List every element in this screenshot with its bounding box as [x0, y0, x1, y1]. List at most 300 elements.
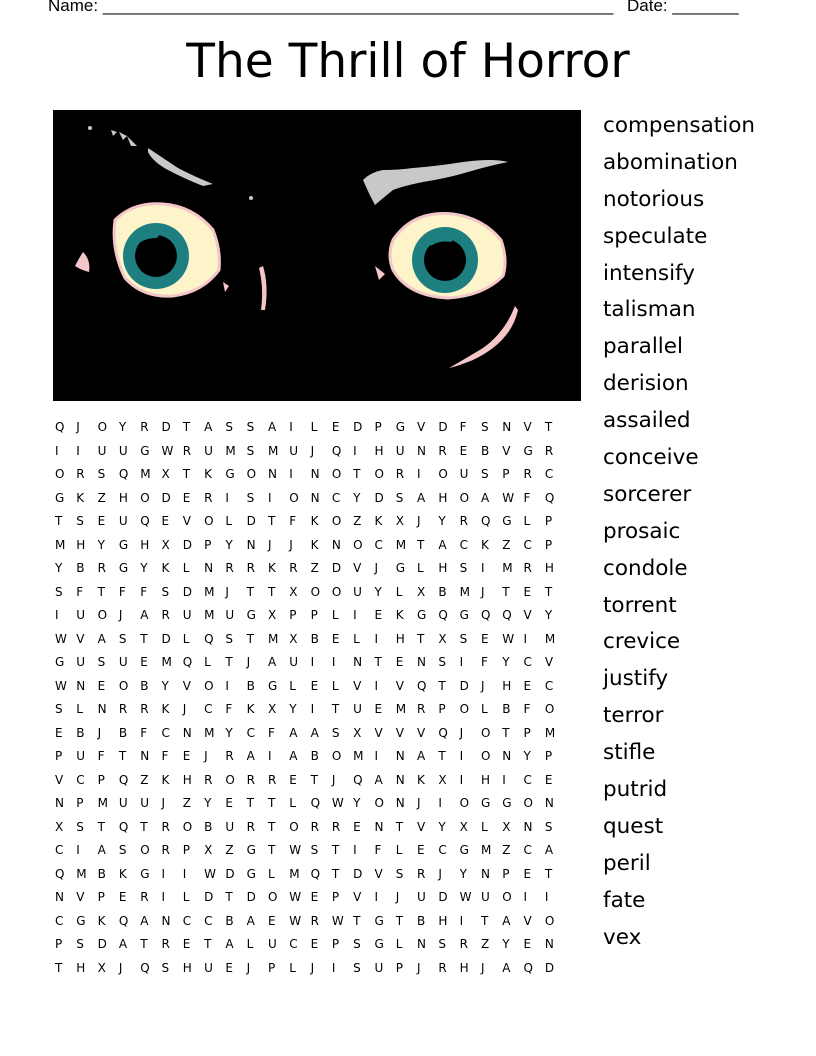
grid-letter[interactable]: T — [246, 584, 255, 599]
grid-letter[interactable]: U — [289, 655, 299, 669]
grid-letter[interactable]: Y — [502, 937, 510, 951]
grid-letter[interactable]: W — [289, 890, 302, 904]
grid-letter[interactable]: Q — [118, 772, 129, 787]
grid-letter[interactable]: M — [289, 866, 300, 881]
grid-letter[interactable]: S — [438, 655, 446, 669]
grid-letter[interactable]: J — [118, 608, 123, 622]
grid-letter[interactable]: S — [310, 843, 319, 857]
grid-letter[interactable]: K — [310, 537, 319, 552]
grid-letter[interactable]: T — [438, 749, 446, 763]
grid-letter[interactable]: Q — [544, 490, 555, 505]
grid-letter[interactable]: B — [502, 702, 511, 716]
grid-letter[interactable]: C — [55, 843, 64, 857]
grid-letter[interactable]: K — [204, 467, 212, 481]
grid-letter[interactable]: K — [161, 561, 170, 575]
grid-letter[interactable]: N — [502, 420, 512, 434]
grid-letter[interactable]: N — [76, 678, 86, 693]
grid-letter[interactable]: A — [289, 749, 298, 763]
grid-letter[interactable]: Q — [438, 608, 448, 622]
grid-letter[interactable]: B — [225, 913, 234, 928]
grid-letter[interactable]: Y — [523, 749, 531, 763]
grid-letter[interactable]: S — [395, 866, 404, 881]
grid-letter[interactable]: U — [118, 655, 128, 669]
grid-letter[interactable]: G — [374, 937, 384, 951]
grid-letter[interactable]: O — [353, 537, 363, 552]
grid-letter[interactable]: I — [55, 443, 59, 458]
grid-letter[interactable]: S — [353, 937, 361, 951]
grid-letter[interactable]: L — [395, 937, 403, 951]
grid-letter[interactable]: Y — [374, 584, 382, 599]
grid-letter[interactable]: N — [310, 490, 320, 505]
grid-letter[interactable]: H — [182, 772, 192, 787]
grid-letter[interactable]: L — [353, 631, 360, 646]
grid-letter[interactable]: I — [161, 866, 166, 881]
grid-letter[interactable]: S — [459, 631, 468, 646]
grid-letter[interactable]: A — [480, 490, 490, 505]
grid-letter[interactable]: M — [395, 537, 407, 552]
grid-letter[interactable]: C — [544, 678, 554, 693]
grid-letter[interactable]: Q — [182, 655, 193, 669]
grid-letter[interactable]: M — [97, 796, 108, 810]
grid-letter[interactable]: L — [310, 420, 318, 434]
grid-letter[interactable]: H — [459, 960, 469, 975]
grid-letter[interactable]: N — [97, 702, 107, 716]
grid-letter[interactable]: L — [523, 514, 531, 528]
grid-letter[interactable]: O — [55, 467, 65, 481]
grid-letter[interactable]: S — [246, 443, 255, 458]
grid-letter[interactable]: G — [118, 537, 129, 552]
grid-letter[interactable]: O — [331, 467, 342, 481]
grid-letter[interactable]: H — [438, 490, 448, 505]
grid-letter[interactable]: S — [55, 584, 63, 599]
grid-letter[interactable]: I — [267, 490, 272, 505]
grid-letter[interactable]: U — [118, 796, 128, 810]
grid-letter[interactable]: T — [438, 678, 446, 693]
grid-letter[interactable]: U — [459, 467, 469, 481]
grid-letter[interactable]: F — [374, 843, 382, 857]
grid-letter[interactable]: P — [55, 749, 63, 763]
grid-letter[interactable]: F — [480, 655, 488, 669]
grid-letter[interactable]: D — [182, 584, 193, 599]
grid-letter[interactable]: O — [97, 608, 108, 622]
grid-letter[interactable]: Y — [204, 796, 212, 810]
grid-letter[interactable]: E — [353, 819, 361, 834]
grid-letter[interactable]: L — [480, 702, 488, 716]
grid-letter[interactable]: H — [374, 443, 384, 458]
grid-letter[interactable]: L — [246, 937, 254, 951]
grid-letter[interactable]: Y — [97, 537, 105, 552]
grid-letter[interactable]: N — [502, 749, 512, 763]
grid-letter[interactable]: N — [544, 796, 554, 810]
grid-letter[interactable]: Q — [523, 960, 533, 975]
grid-letter[interactable]: A — [267, 420, 277, 434]
grid-letter[interactable]: S — [97, 655, 106, 669]
grid-letter[interactable]: P — [544, 514, 553, 528]
grid-letter[interactable]: D — [331, 561, 342, 575]
grid-letter[interactable]: V — [523, 608, 532, 622]
grid-letter[interactable]: L — [76, 702, 83, 716]
grid-letter[interactable]: J — [118, 960, 123, 975]
grid-letter[interactable]: B — [246, 678, 255, 693]
grid-letter[interactable]: T — [55, 960, 63, 975]
grid-letter[interactable]: S — [544, 819, 553, 834]
grid-letter[interactable]: Y — [55, 561, 63, 575]
grid-letter[interactable]: N — [544, 937, 554, 951]
grid-letter[interactable]: D — [353, 420, 363, 434]
grid-letter[interactable]: M — [76, 866, 87, 881]
grid-letter[interactable]: P — [544, 537, 553, 552]
grid-letter[interactable]: P — [438, 702, 446, 716]
grid-letter[interactable]: B — [310, 631, 319, 646]
grid-letter[interactable]: O — [140, 490, 150, 505]
grid-letter[interactable]: S — [161, 584, 170, 599]
grid-letter[interactable]: F — [289, 514, 297, 528]
grid-letter[interactable]: V — [182, 514, 191, 528]
grid-letter[interactable]: Y — [438, 514, 446, 528]
grid-letter[interactable]: Z — [140, 772, 149, 787]
grid-letter[interactable]: I — [182, 866, 187, 881]
grid-letter[interactable]: D — [182, 537, 193, 552]
grid-letter[interactable]: O — [523, 796, 533, 810]
grid-letter[interactable]: J — [395, 890, 400, 904]
grid-letter[interactable]: O — [97, 420, 108, 434]
grid-letter[interactable]: W — [204, 866, 216, 881]
grid-letter[interactable]: R — [417, 866, 426, 881]
grid-letter[interactable]: Y — [161, 678, 169, 693]
grid-letter[interactable]: J — [310, 443, 315, 458]
grid-letter[interactable]: X — [204, 843, 213, 857]
grid-letter[interactable]: D — [544, 960, 555, 975]
grid-letter[interactable]: W — [289, 843, 302, 857]
grid-letter[interactable]: T — [267, 819, 276, 834]
grid-letter[interactable]: C — [544, 467, 554, 481]
grid-letter[interactable]: C — [204, 702, 213, 716]
grid-letter[interactable]: F — [140, 584, 148, 599]
grid-letter[interactable]: E — [97, 514, 106, 528]
grid-letter[interactable]: J — [267, 537, 272, 552]
grid-letter[interactable]: I — [289, 467, 293, 481]
grid-letter[interactable]: G — [417, 608, 427, 622]
grid-letter[interactable]: N — [310, 467, 320, 481]
grid-letter[interactable]: J — [480, 960, 485, 975]
grid-letter[interactable]: K — [76, 490, 85, 505]
grid-letter[interactable]: Y — [140, 561, 148, 575]
grid-letter[interactable]: J — [480, 584, 485, 599]
grid-letter[interactable]: C — [523, 843, 532, 857]
grid-letter[interactable]: X — [55, 819, 64, 834]
grid-letter[interactable]: M — [55, 537, 66, 552]
grid-letter[interactable]: S — [438, 937, 446, 951]
grid-letter[interactable]: M — [544, 725, 556, 740]
grid-letter[interactable]: I — [225, 490, 229, 505]
grid-letter[interactable]: N — [331, 537, 341, 552]
grid-letter[interactable]: S — [353, 960, 361, 975]
grid-letter[interactable]: U — [353, 584, 362, 599]
grid-letter[interactable]: M — [225, 443, 236, 458]
grid-letter[interactable]: J — [97, 725, 102, 740]
grid-letter[interactable]: G — [267, 678, 278, 693]
grid-letter[interactable]: M — [204, 725, 215, 740]
grid-letter[interactable]: R — [225, 749, 234, 763]
grid-letter[interactable]: P — [97, 890, 105, 904]
grid-letter[interactable]: E — [523, 678, 532, 693]
grid-letter[interactable]: L — [395, 584, 403, 599]
grid-letter[interactable]: D — [353, 866, 363, 881]
grid-letter[interactable]: G — [118, 561, 129, 575]
grid-letter[interactable]: D — [246, 514, 256, 528]
grid-letter[interactable]: E — [544, 772, 553, 787]
grid-letter[interactable]: I — [502, 772, 506, 787]
grid-letter[interactable]: E — [225, 796, 233, 810]
grid-letter[interactable]: Z — [502, 843, 511, 857]
grid-letter[interactable]: A — [204, 420, 213, 434]
grid-letter[interactable]: B — [97, 866, 106, 881]
grid-letter[interactable]: L — [417, 561, 424, 575]
grid-letter[interactable]: T — [395, 819, 404, 834]
grid-letter[interactable]: A — [417, 490, 426, 505]
grid-letter[interactable]: R — [289, 561, 298, 575]
grid-letter[interactable]: D — [161, 490, 171, 505]
grid-letter[interactable]: E — [374, 608, 383, 622]
grid-letter[interactable]: V — [353, 890, 362, 904]
grid-letter[interactable]: X — [353, 725, 362, 740]
grid-letter[interactable]: E — [310, 890, 319, 904]
grid-letter[interactable]: Q — [204, 631, 214, 646]
grid-letter[interactable]: Q — [310, 866, 321, 881]
grid-letter[interactable]: N — [182, 725, 192, 740]
grid-letter[interactable]: J — [310, 960, 315, 975]
grid-letter[interactable]: P — [331, 937, 340, 951]
grid-letter[interactable]: H — [182, 960, 192, 975]
grid-letter[interactable]: W — [331, 796, 344, 810]
grid-letter[interactable]: N — [417, 655, 427, 669]
grid-letter[interactable]: U — [267, 937, 277, 951]
grid-letter[interactable]: K — [395, 608, 404, 622]
grid-letter[interactable]: M — [267, 631, 279, 646]
grid-letter[interactable]: S — [118, 631, 127, 646]
grid-letter[interactable]: X — [97, 960, 106, 975]
grid-letter[interactable]: E — [225, 960, 233, 975]
grid-letter[interactable]: I — [417, 467, 421, 481]
grid-letter[interactable]: A — [267, 655, 277, 669]
grid-letter[interactable]: C — [246, 725, 256, 740]
grid-letter[interactable]: A — [246, 913, 255, 928]
grid-letter[interactable]: R — [331, 819, 341, 834]
grid-letter[interactable]: N — [353, 655, 363, 669]
grid-letter[interactable]: G — [246, 843, 256, 857]
grid-letter[interactable]: W — [502, 631, 515, 646]
grid-letter[interactable]: O — [289, 490, 299, 505]
grid-letter[interactable]: O — [182, 819, 193, 834]
grid-letter[interactable]: E — [140, 655, 148, 669]
grid-letter[interactable]: F — [523, 490, 531, 505]
grid-letter[interactable]: P — [204, 537, 212, 552]
grid-letter[interactable]: W — [289, 913, 302, 928]
grid-letter[interactable]: I — [374, 631, 378, 646]
grid-letter[interactable]: I — [374, 890, 378, 904]
grid-letter[interactable]: I — [353, 443, 357, 458]
grid-letter[interactable]: E — [55, 725, 63, 740]
grid-letter[interactable]: V — [523, 913, 532, 928]
grid-letter[interactable]: L — [331, 608, 339, 622]
grid-letter[interactable]: J — [417, 514, 421, 528]
grid-letter[interactable]: K — [310, 514, 319, 528]
grid-letter[interactable]: R — [140, 420, 149, 434]
grid-letter[interactable]: T — [55, 514, 63, 528]
grid-letter[interactable]: Y — [118, 420, 127, 434]
grid-letter[interactable]: U — [289, 443, 299, 458]
grid-letter[interactable]: G — [76, 913, 86, 928]
grid-letter[interactable]: Z — [225, 843, 234, 857]
grid-letter[interactable]: O — [289, 819, 299, 834]
grid-letter[interactable]: F — [267, 725, 275, 740]
grid-letter[interactable]: M — [204, 584, 215, 599]
grid-letter[interactable]: R — [523, 467, 532, 481]
grid-letter[interactable]: W — [55, 631, 67, 646]
grid-letter[interactable]: A — [289, 725, 298, 740]
grid-letter[interactable]: T — [395, 913, 404, 928]
grid-letter[interactable]: S — [480, 420, 489, 434]
grid-letter[interactable]: G — [246, 608, 256, 622]
grid-letter[interactable]: N — [417, 937, 427, 951]
grid-letter[interactable]: O — [310, 584, 321, 599]
grid-letter[interactable]: E — [289, 772, 297, 787]
grid-letter[interactable]: X — [459, 819, 468, 834]
grid-letter[interactable]: J — [204, 749, 208, 763]
grid-letter[interactable]: T — [544, 420, 553, 434]
grid-letter[interactable]: J — [161, 796, 166, 810]
grid-letter[interactable]: R — [267, 772, 277, 787]
grid-letter[interactable]: X — [438, 631, 447, 646]
grid-letter[interactable]: C — [459, 537, 469, 552]
grid-letter[interactable]: H — [118, 490, 128, 505]
grid-letter[interactable]: H — [438, 561, 448, 575]
grid-letter[interactable]: H — [76, 537, 86, 552]
grid-letter[interactable]: Q — [118, 913, 129, 928]
grid-letter[interactable]: D — [438, 420, 448, 434]
grid-letter[interactable]: T — [140, 819, 148, 834]
grid-letter[interactable]: I — [267, 749, 272, 763]
grid-letter[interactable]: O — [267, 890, 278, 904]
grid-letter[interactable]: D — [161, 420, 171, 434]
grid-letter[interactable]: U — [480, 890, 490, 904]
grid-letter[interactable]: C — [331, 490, 341, 505]
grid-letter[interactable]: T — [182, 420, 191, 434]
grid-letter[interactable]: A — [246, 749, 255, 763]
grid-letter[interactable]: L — [182, 561, 190, 575]
grid-letter[interactable]: I — [459, 772, 464, 787]
grid-letter[interactable]: X — [438, 772, 447, 787]
grid-letter[interactable]: Z — [97, 490, 106, 505]
grid-letter[interactable]: U — [76, 655, 86, 669]
grid-letter[interactable]: K — [480, 537, 489, 552]
grid-letter[interactable]: J — [182, 702, 187, 716]
grid-letter[interactable]: P — [97, 772, 105, 787]
grid-letter[interactable]: G — [502, 514, 512, 528]
grid-letter[interactable]: R — [459, 514, 468, 528]
grid-letter[interactable]: M — [395, 702, 407, 716]
grid-letter[interactable]: T — [267, 796, 276, 810]
grid-letter[interactable]: T — [140, 631, 148, 646]
grid-letter[interactable]: R — [417, 702, 426, 716]
grid-letter[interactable]: E — [331, 420, 340, 434]
grid-letter[interactable]: O — [331, 514, 342, 528]
grid-letter[interactable]: V — [182, 678, 191, 693]
grid-letter[interactable]: L — [331, 678, 339, 693]
grid-letter[interactable]: H — [502, 678, 512, 693]
grid-letter[interactable]: P — [544, 749, 553, 763]
grid-letter[interactable]: O — [438, 467, 448, 481]
grid-letter[interactable]: I — [523, 890, 528, 904]
grid-letter[interactable]: L — [289, 960, 296, 975]
grid-letter[interactable]: T — [331, 843, 340, 857]
grid-letter[interactable]: N — [395, 772, 405, 787]
grid-letter[interactable]: J — [417, 796, 421, 810]
grid-letter[interactable]: V — [374, 866, 383, 881]
grid-letter[interactable]: G — [395, 420, 406, 434]
grid-letter[interactable]: N — [374, 819, 384, 834]
grid-letter[interactable]: R — [204, 490, 213, 505]
grid-letter[interactable]: Z — [353, 514, 362, 528]
grid-letter[interactable]: D — [438, 890, 448, 904]
grid-letter[interactable]: L — [204, 655, 211, 669]
grid-letter[interactable]: A — [502, 913, 511, 928]
grid-letter[interactable]: P — [182, 843, 191, 857]
grid-letter[interactable]: O — [480, 749, 491, 763]
grid-letter[interactable]: J — [246, 655, 251, 669]
grid-letter[interactable]: E — [480, 631, 489, 646]
grid-letter[interactable]: E — [374, 702, 383, 716]
grid-letter[interactable]: J — [438, 866, 442, 881]
grid-letter[interactable]: R — [225, 561, 234, 575]
grid-letter[interactable]: V — [417, 725, 426, 740]
grid-letter[interactable]: T — [225, 655, 233, 669]
grid-letter[interactable]: Y — [438, 819, 446, 834]
grid-letter[interactable]: T — [331, 702, 340, 716]
grid-letter[interactable]: G — [395, 561, 406, 575]
grid-letter[interactable]: R — [182, 443, 192, 458]
grid-letter[interactable]: Y — [459, 866, 467, 881]
grid-letter[interactable]: P — [76, 796, 84, 810]
grid-letter[interactable]: X — [289, 584, 298, 599]
grid-letter[interactable]: U — [118, 443, 128, 458]
grid-letter[interactable]: R — [523, 561, 532, 575]
grid-letter[interactable]: T — [310, 772, 318, 787]
grid-letter[interactable]: T — [353, 467, 361, 481]
grid-letter[interactable]: D — [204, 890, 214, 904]
grid-letter[interactable]: R — [395, 467, 405, 481]
grid-letter[interactable]: S — [161, 960, 170, 975]
grid-letter[interactable]: K — [267, 561, 276, 575]
grid-letter[interactable]: R — [310, 913, 319, 928]
grid-letter[interactable]: U — [97, 443, 107, 458]
grid-letter[interactable]: T — [225, 890, 233, 904]
grid-letter[interactable]: A — [438, 537, 447, 552]
grid-letter[interactable]: Z — [502, 537, 511, 552]
grid-letter[interactable]: R — [118, 702, 128, 716]
grid-letter[interactable]: P — [55, 937, 63, 951]
grid-letter[interactable]: O — [374, 467, 384, 481]
grid-letter[interactable]: U — [225, 608, 235, 622]
grid-letter[interactable]: R — [140, 890, 149, 904]
grid-letter[interactable]: A — [140, 913, 149, 928]
grid-letter[interactable]: L — [182, 631, 190, 646]
grid-letter[interactable]: T — [204, 937, 212, 951]
grid-letter[interactable]: A — [118, 937, 128, 951]
grid-letter[interactable]: T — [502, 584, 510, 599]
grid-letter[interactable]: B — [438, 584, 447, 599]
grid-letter[interactable]: R — [161, 937, 170, 951]
